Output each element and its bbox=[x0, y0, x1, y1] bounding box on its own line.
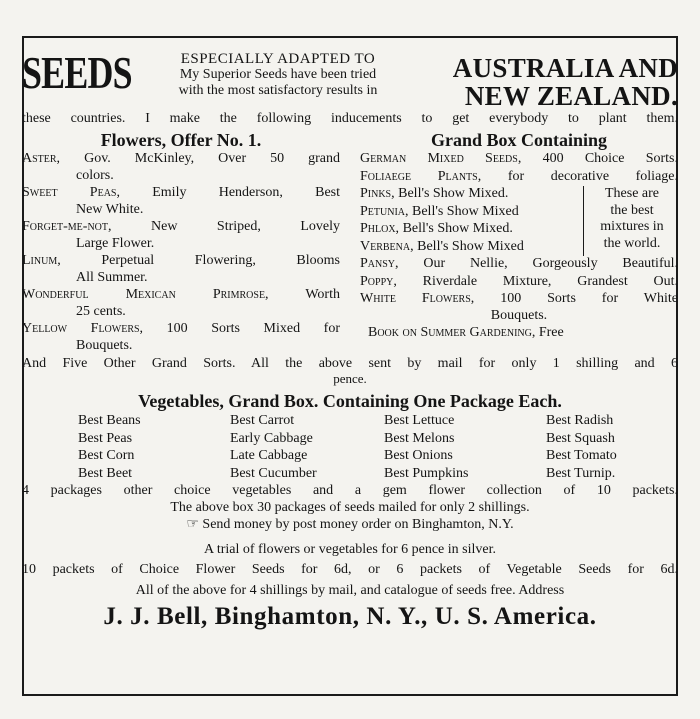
veg-item: Best Squash bbox=[546, 430, 615, 446]
box-item bbox=[360, 325, 678, 342]
mixtures-note-line: the best bbox=[610, 202, 654, 218]
flower-cont: New White. bbox=[76, 201, 144, 217]
mixtures-note-line: mixtures in bbox=[600, 219, 664, 234]
flower-item bbox=[22, 185, 340, 218]
flower-desc: Emily Henderson, Best bbox=[152, 185, 340, 200]
flower-cont: All Summer. bbox=[76, 269, 148, 285]
veg-item: Best Cucumber bbox=[230, 465, 317, 481]
all-offer: All of the above for 4 shillings by mail, and catalogue of seeds free. Address bbox=[135, 583, 565, 598]
intro-text: these countries. I make the following inducements to get everybody to plant them. bbox=[22, 111, 678, 126]
flower-name: Aster, bbox=[22, 151, 61, 166]
flower-item bbox=[22, 219, 340, 252]
trial-offer: A trial of flowers or vegetables for 6 pence in silver. bbox=[204, 542, 496, 557]
box-item-desc: Bell's Show Mixed. bbox=[398, 186, 509, 201]
header-mid-line: My Superior Seeds have been tried bbox=[179, 67, 377, 82]
box-item-desc: Free bbox=[538, 325, 564, 340]
box-item bbox=[360, 221, 583, 238]
box-item-name: Phlox, bbox=[360, 221, 400, 236]
box-item-name: Verbena, bbox=[360, 238, 414, 254]
flowers-footer: And Five Other Grand Sorts. All the above sent by mail for only 1 shilling and 6 bbox=[22, 356, 678, 371]
box-item-desc: Riverdale Mixture, Grandest Out. bbox=[422, 273, 679, 289]
veg-item: Best Onions bbox=[384, 448, 453, 463]
veg-column bbox=[546, 412, 676, 482]
veg-column bbox=[230, 412, 384, 482]
flower-cont: 25 cents. bbox=[76, 303, 126, 319]
pointing-hand-icon: ☞ bbox=[186, 517, 199, 532]
flower-cont: Large Flower. bbox=[76, 235, 155, 251]
flower-desc: Gov. McKinley, Over 50 grand bbox=[84, 151, 341, 166]
veg-item: Best Carrot bbox=[230, 413, 295, 428]
box-item bbox=[360, 291, 678, 324]
box-item-cont: Bouquets. bbox=[490, 307, 548, 323]
flowers-heading: Flowers, Offer No. 1. bbox=[100, 130, 262, 150]
box-item bbox=[360, 256, 678, 273]
box-item bbox=[360, 239, 583, 256]
advertiser-address: J. J. Bell, Binghamton, N. Y., U. S. America. bbox=[103, 603, 597, 630]
box-item-name: Petunia, bbox=[360, 203, 409, 219]
show-mixed-group bbox=[360, 186, 678, 256]
grand-box-heading: Grand Box Containing bbox=[430, 130, 608, 150]
flower-name: Forget-me-not, bbox=[22, 219, 112, 234]
veg-extra: 4 packages other choice vegetables and a gem flower collection of 10 packets. bbox=[22, 483, 678, 498]
veg-item: Late Cabbage bbox=[230, 448, 308, 463]
flower-item bbox=[22, 287, 340, 320]
box-item-name: Pinks, bbox=[360, 186, 395, 201]
header-region-line: AUSTRALIA AND bbox=[452, 53, 678, 83]
box-item-desc: 400 Choice Sorts. bbox=[542, 151, 679, 166]
mixtures-note-line: These are bbox=[604, 186, 660, 201]
veg-item: Early Cabbage bbox=[230, 430, 313, 446]
box-item-name: Pansy, bbox=[360, 256, 399, 271]
veg-item: Best Peas bbox=[78, 430, 133, 446]
vegetables-grid bbox=[78, 412, 678, 482]
flower-name: Linum, bbox=[22, 253, 61, 268]
show-mixed-list bbox=[360, 186, 583, 256]
veg-item: Best Lettuce bbox=[384, 413, 455, 428]
veg-price: The above box 30 packages of seeds mailed for only 2 shillings. bbox=[170, 500, 530, 515]
flower-desc: 100 Sorts Mixed for bbox=[166, 321, 340, 336]
box-item bbox=[360, 204, 583, 221]
flower-name: Sweet Peas, bbox=[22, 185, 120, 200]
header bbox=[22, 48, 678, 116]
box-item bbox=[360, 151, 678, 168]
box-item bbox=[360, 274, 678, 291]
advertisement bbox=[22, 48, 678, 688]
mixtures-note bbox=[583, 186, 678, 256]
box-item bbox=[360, 169, 678, 186]
grand-box-offer bbox=[360, 129, 678, 355]
header-region-line: NEW ZEALAND. bbox=[464, 81, 678, 111]
flower-cont: colors. bbox=[76, 167, 114, 183]
box-item-desc: 100 Sorts for White bbox=[500, 291, 678, 306]
bottom-rule bbox=[22, 694, 678, 696]
veg-item: Best Corn bbox=[78, 448, 135, 463]
box-item-name: Book on Summer Gardening, bbox=[368, 325, 536, 340]
veg-item: Best Melons bbox=[384, 430, 455, 446]
top-rule bbox=[22, 36, 678, 38]
veg-item: Best Tomato bbox=[546, 448, 617, 463]
veg-column bbox=[384, 412, 546, 482]
header-middle bbox=[130, 51, 426, 99]
box-item-desc: Bell's Show Mixed bbox=[417, 238, 524, 254]
header-mid-line: ESPECIALLY ADAPTED TO bbox=[180, 51, 376, 67]
box-item-desc: Our Nellie, Gorgeously Beautiful. bbox=[423, 256, 679, 271]
box-item-name: German Mixed Seeds, bbox=[360, 151, 522, 166]
send-money-text: Send money by post money order on Binghamton, N.Y. bbox=[202, 517, 514, 532]
box-item-desc: Bell's Show Mixed. bbox=[402, 221, 513, 236]
flower-item bbox=[22, 253, 340, 286]
veg-column bbox=[78, 412, 230, 482]
offer-columns bbox=[22, 129, 678, 355]
veg-item: Best Beans bbox=[78, 413, 141, 428]
box-item-desc: for decorative foliage. bbox=[507, 168, 678, 184]
box-item-name: Foliaege Plants, bbox=[360, 168, 482, 184]
flower-desc: Worth bbox=[305, 287, 340, 302]
header-region bbox=[453, 54, 678, 110]
header-mid-line: with the most satisfactory results in bbox=[178, 83, 378, 98]
flower-name: Wonderful Mexican Primrose, bbox=[22, 287, 269, 302]
vegetables-heading: Vegetables, Grand Box. Containing One Package Each. bbox=[138, 391, 562, 411]
flowers-footer-cont: pence. bbox=[333, 371, 367, 386]
flower-item bbox=[22, 151, 340, 184]
flowers-offer bbox=[22, 129, 340, 355]
veg-item: Best Turnip. bbox=[546, 465, 616, 481]
box-item bbox=[360, 186, 583, 203]
veg-item: Best Radish bbox=[546, 413, 614, 428]
box-item-name: White Flowers, bbox=[360, 291, 475, 306]
box-item-name: Poppy, bbox=[360, 273, 397, 289]
flower-desc: Perpetual Flowering, Blooms bbox=[101, 253, 340, 268]
flower-desc: New Striped, Lovely bbox=[151, 219, 341, 234]
veg-item: Best Pumpkins bbox=[384, 465, 469, 481]
flower-item bbox=[22, 321, 340, 354]
flower-cont: Bouquets. bbox=[76, 337, 133, 353]
send-money-line bbox=[22, 516, 678, 533]
box-item-desc: Bell's Show Mixed bbox=[412, 203, 519, 219]
packets-offer: 10 packets of Choice Flower Seeds for 6d, or 6 packets of Vegetable Seeds for 6d. bbox=[22, 562, 678, 577]
veg-item: Best Beet bbox=[78, 465, 133, 481]
seeds-title: SEEDS bbox=[22, 47, 132, 98]
mixtures-note-line: the world. bbox=[603, 235, 661, 251]
flower-name: Yellow Flowers, bbox=[22, 321, 144, 336]
